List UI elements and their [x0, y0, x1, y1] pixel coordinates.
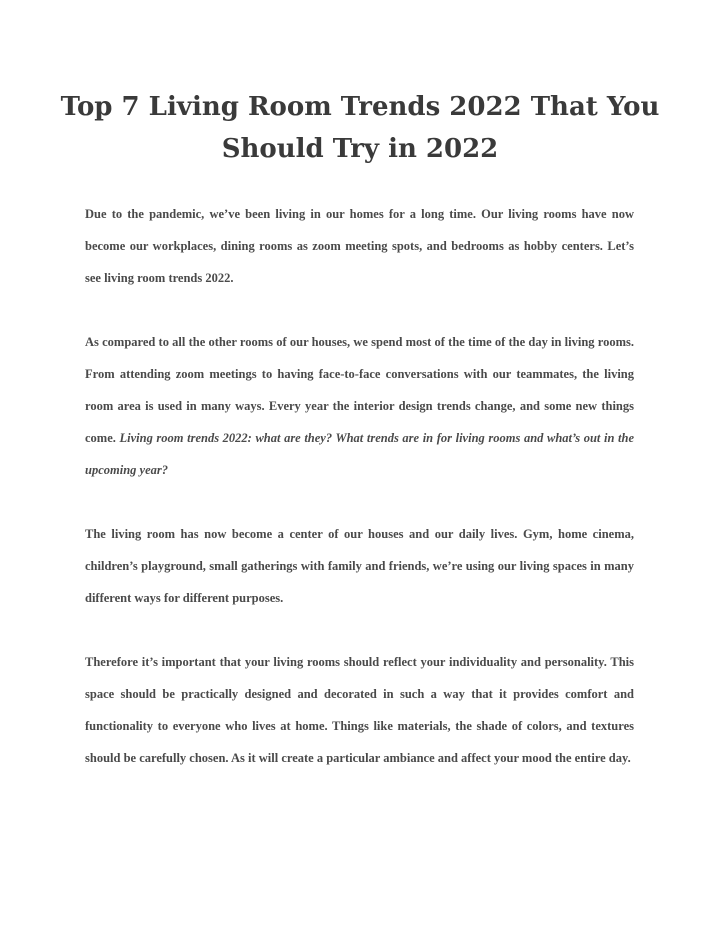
paragraph-2-text: As compared to all the other rooms of our houses, we spend most of the time of the day in living rooms. From attending zoom meetings to having face-to-face conversations with our teammates, the living room area is used in many ways. Every year the interior design trends change, and some new things come. [85, 335, 634, 445]
article-body [85, 198, 634, 806]
paragraph-1-text: Due to the pandemic, we’ve been living in our homes for a long time. Our living rooms have now become our workplaces, dining rooms as zoom meeting spots, and bedrooms as hobby centers. Let’s see living room trends 2022. [85, 207, 634, 285]
paragraph-2 [85, 326, 634, 486]
paragraph-4 [85, 646, 634, 774]
page-title: Top 7 Living Room Trends 2022 That You Should Try in 2022 [60, 92, 660, 164]
paragraph-1 [85, 198, 634, 294]
paragraph-4-text: Therefore it’s important that your living rooms should reflect your individuality and personality. This space should be practically designed and decorated in such a way that it provides comfort and functionality to everyone who lives at home. Things like materials, the shade of colors, and textures should be carefully chosen. As it will create a particular ambiance and affect your mood the entire day. [85, 655, 634, 765]
paragraph-3 [85, 518, 634, 614]
paragraph-3-text: The living room has now become a center of our houses and our daily lives. Gym, home cinema, children’s playground, small gatherings with family and friends, we’re using our living spaces in many different ways for different purposes. [85, 527, 634, 605]
paragraph-2-italic-text: Living room trends 2022: what are they? What trends are in for living rooms and what’s out in the upcoming year? [85, 431, 634, 477]
